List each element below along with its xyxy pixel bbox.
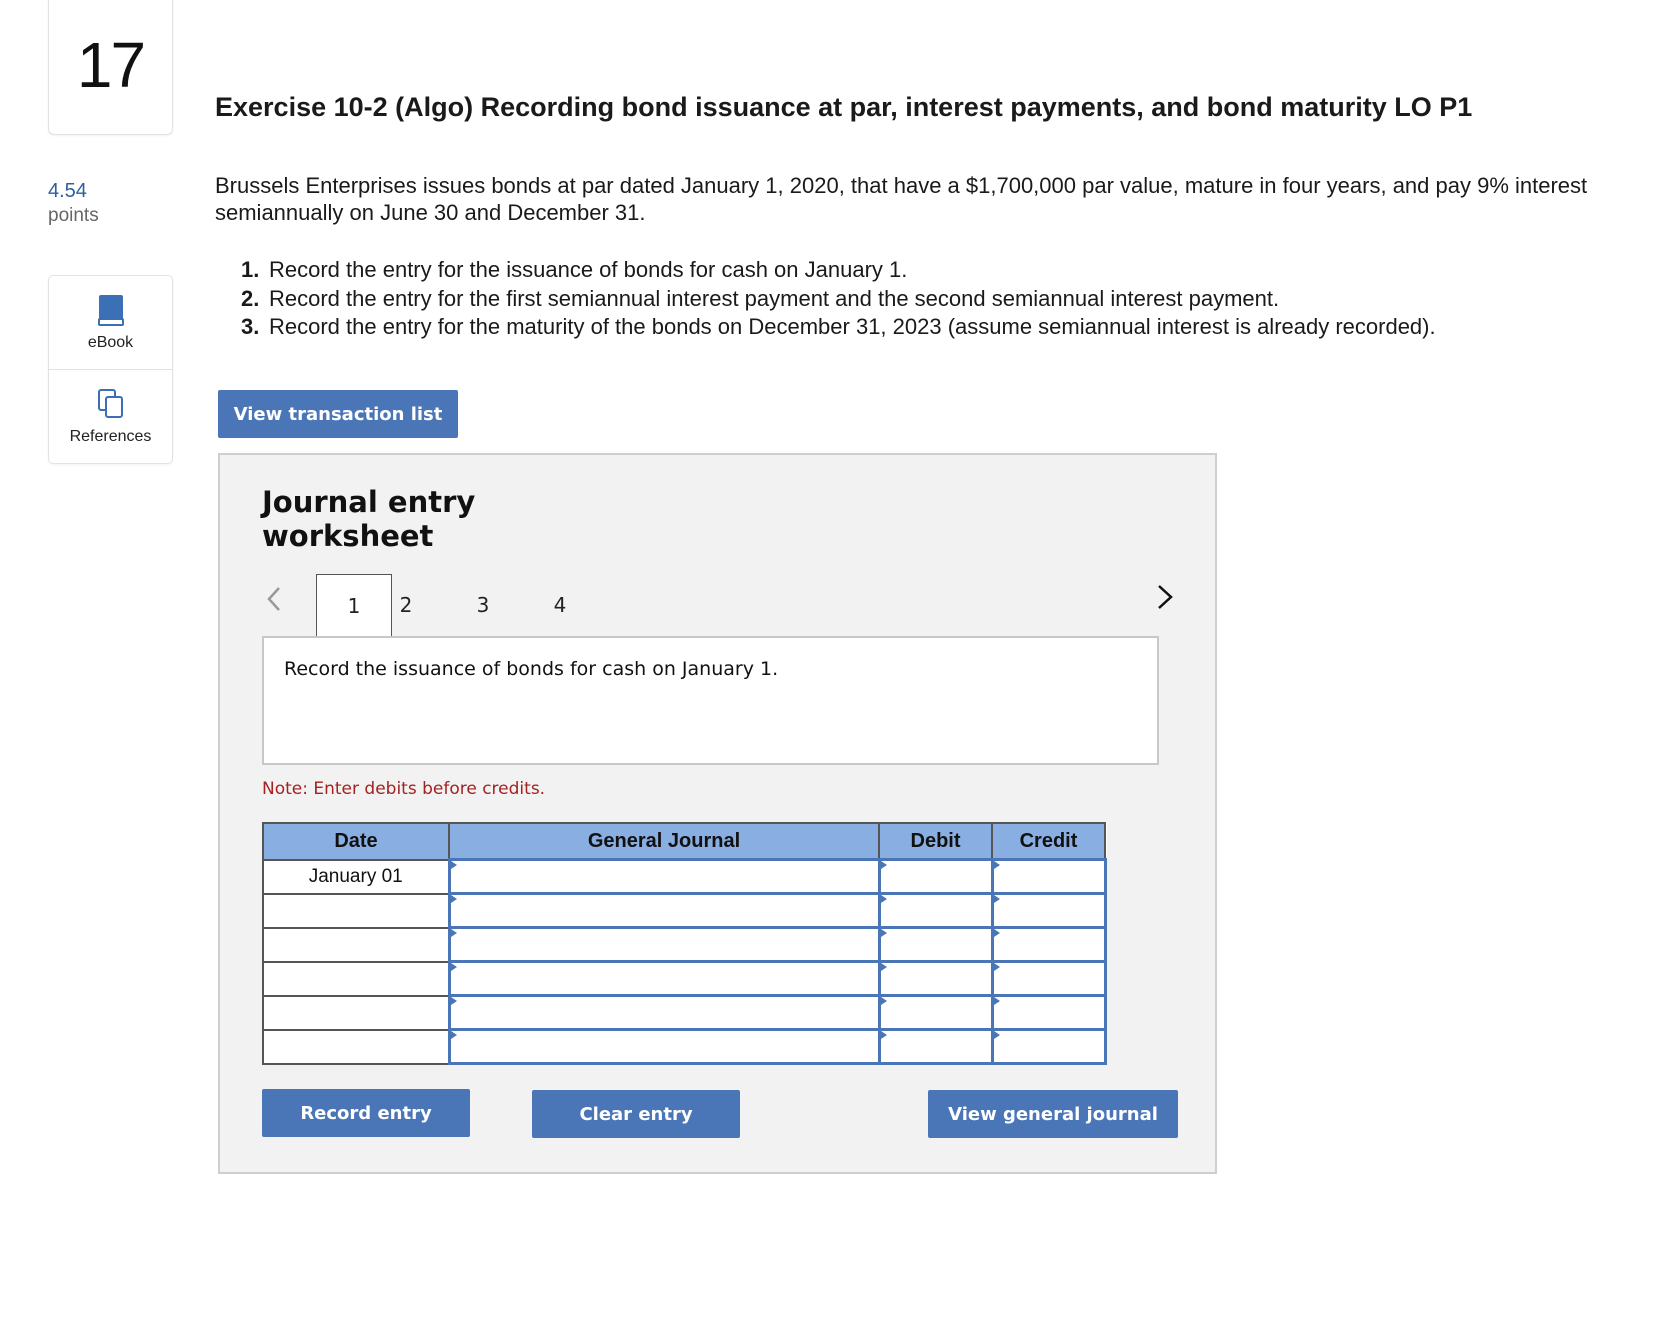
clear-entry-button[interactable]: Clear entry [532, 1090, 740, 1138]
general-journal-header: General Journal [449, 823, 879, 860]
debit-input[interactable] [879, 860, 992, 894]
worksheet-title-line1: Journal entry [262, 485, 476, 519]
debit-input[interactable] [879, 928, 992, 962]
step-number: 3. [241, 314, 260, 339]
date-cell [263, 928, 449, 962]
table-row [263, 1030, 1105, 1064]
credit-input[interactable] [992, 860, 1105, 894]
debit-header: Debit [879, 823, 992, 860]
date-cell [263, 996, 449, 1030]
worksheet-title-line2: worksheet [262, 519, 434, 553]
references-button[interactable] [49, 369, 172, 463]
account-input[interactable] [449, 996, 879, 1030]
points-label: points [48, 205, 99, 226]
entry-instruction: Record the issuance of bonds for cash on January 1. [262, 636, 1159, 765]
step-item [241, 256, 1436, 285]
table-row [263, 894, 1105, 928]
tab-2[interactable]: 2 [399, 593, 413, 617]
date-cell [263, 894, 449, 928]
credit-input[interactable] [992, 1030, 1105, 1064]
view-general-journal-button[interactable]: View general journal [928, 1090, 1178, 1138]
credit-input[interactable] [992, 928, 1105, 962]
account-input[interactable] [449, 894, 879, 928]
journal-worksheet-panel [218, 453, 1217, 1174]
account-input[interactable] [449, 928, 879, 962]
points-value: 4.54 [48, 180, 87, 202]
table-row [263, 996, 1105, 1030]
ebook-button[interactable] [49, 276, 172, 369]
step-text: Record the entry for the first semiannual interest payment and the second semiannual interest payment. [269, 285, 1280, 311]
debit-input[interactable] [879, 1030, 992, 1064]
credit-header: Credit [992, 823, 1105, 860]
account-input[interactable] [449, 1030, 879, 1064]
date-header: Date [263, 823, 449, 860]
debit-input[interactable] [879, 996, 992, 1030]
tools-panel [48, 275, 173, 464]
date-cell [263, 1030, 449, 1064]
table-row [263, 962, 1105, 996]
step-text: Record the entry for the issuance of bonds for cash on January 1. [269, 257, 908, 282]
entry-note: Note: Enter debits before credits. [262, 779, 546, 799]
tab-1[interactable]: 1 [316, 574, 392, 637]
step-item [241, 313, 1436, 342]
tab-4[interactable]: 4 [553, 593, 567, 617]
copy-icon [97, 388, 125, 420]
question-number-box [48, 0, 173, 135]
table-row [263, 928, 1105, 962]
account-input[interactable] [449, 962, 879, 996]
chevron-right-icon[interactable] [1156, 583, 1174, 611]
date-cell: January 01 [263, 860, 449, 894]
date-cell [263, 962, 449, 996]
references-label: References [69, 427, 152, 445]
credit-input[interactable] [992, 996, 1105, 1030]
step-list [241, 256, 1436, 342]
exercise-title: Exercise 10-2 (Algo) Recording bond issuance at par, interest payments, and bond maturity LO P1 [215, 92, 1473, 122]
exercise-intro: Brussels Enterprises issues bonds at par dated January 1, 2020, that have a $1,700,000 par value, mature in four years, and pay 9% interest semiannually on June 30 and December 31. [215, 173, 1588, 225]
debit-input[interactable] [879, 962, 992, 996]
record-entry-button[interactable]: Record entry [262, 1089, 470, 1137]
step-item [241, 285, 1436, 314]
step-number: 1. [241, 257, 260, 282]
question-number: 17 [76, 29, 145, 101]
credit-input[interactable] [992, 962, 1105, 996]
view-transaction-list-button[interactable]: View transaction list [218, 390, 458, 438]
step-text: Record the entry for the maturity of the bonds on December 31, 2023 (assume semiannual interest is already recorded). [269, 314, 1436, 339]
journal-table [262, 822, 1107, 1065]
ebook-label: eBook [87, 333, 134, 351]
debit-input[interactable] [879, 894, 992, 928]
worksheet-title [262, 485, 475, 553]
credit-input[interactable] [992, 894, 1105, 928]
table-row [263, 860, 1105, 894]
account-input[interactable] [449, 860, 879, 894]
chevron-left-icon[interactable] [266, 585, 282, 613]
tab-3[interactable]: 3 [476, 593, 490, 617]
step-number: 2. [241, 285, 260, 311]
journal-table-header [263, 823, 1105, 860]
book-icon [97, 294, 125, 326]
